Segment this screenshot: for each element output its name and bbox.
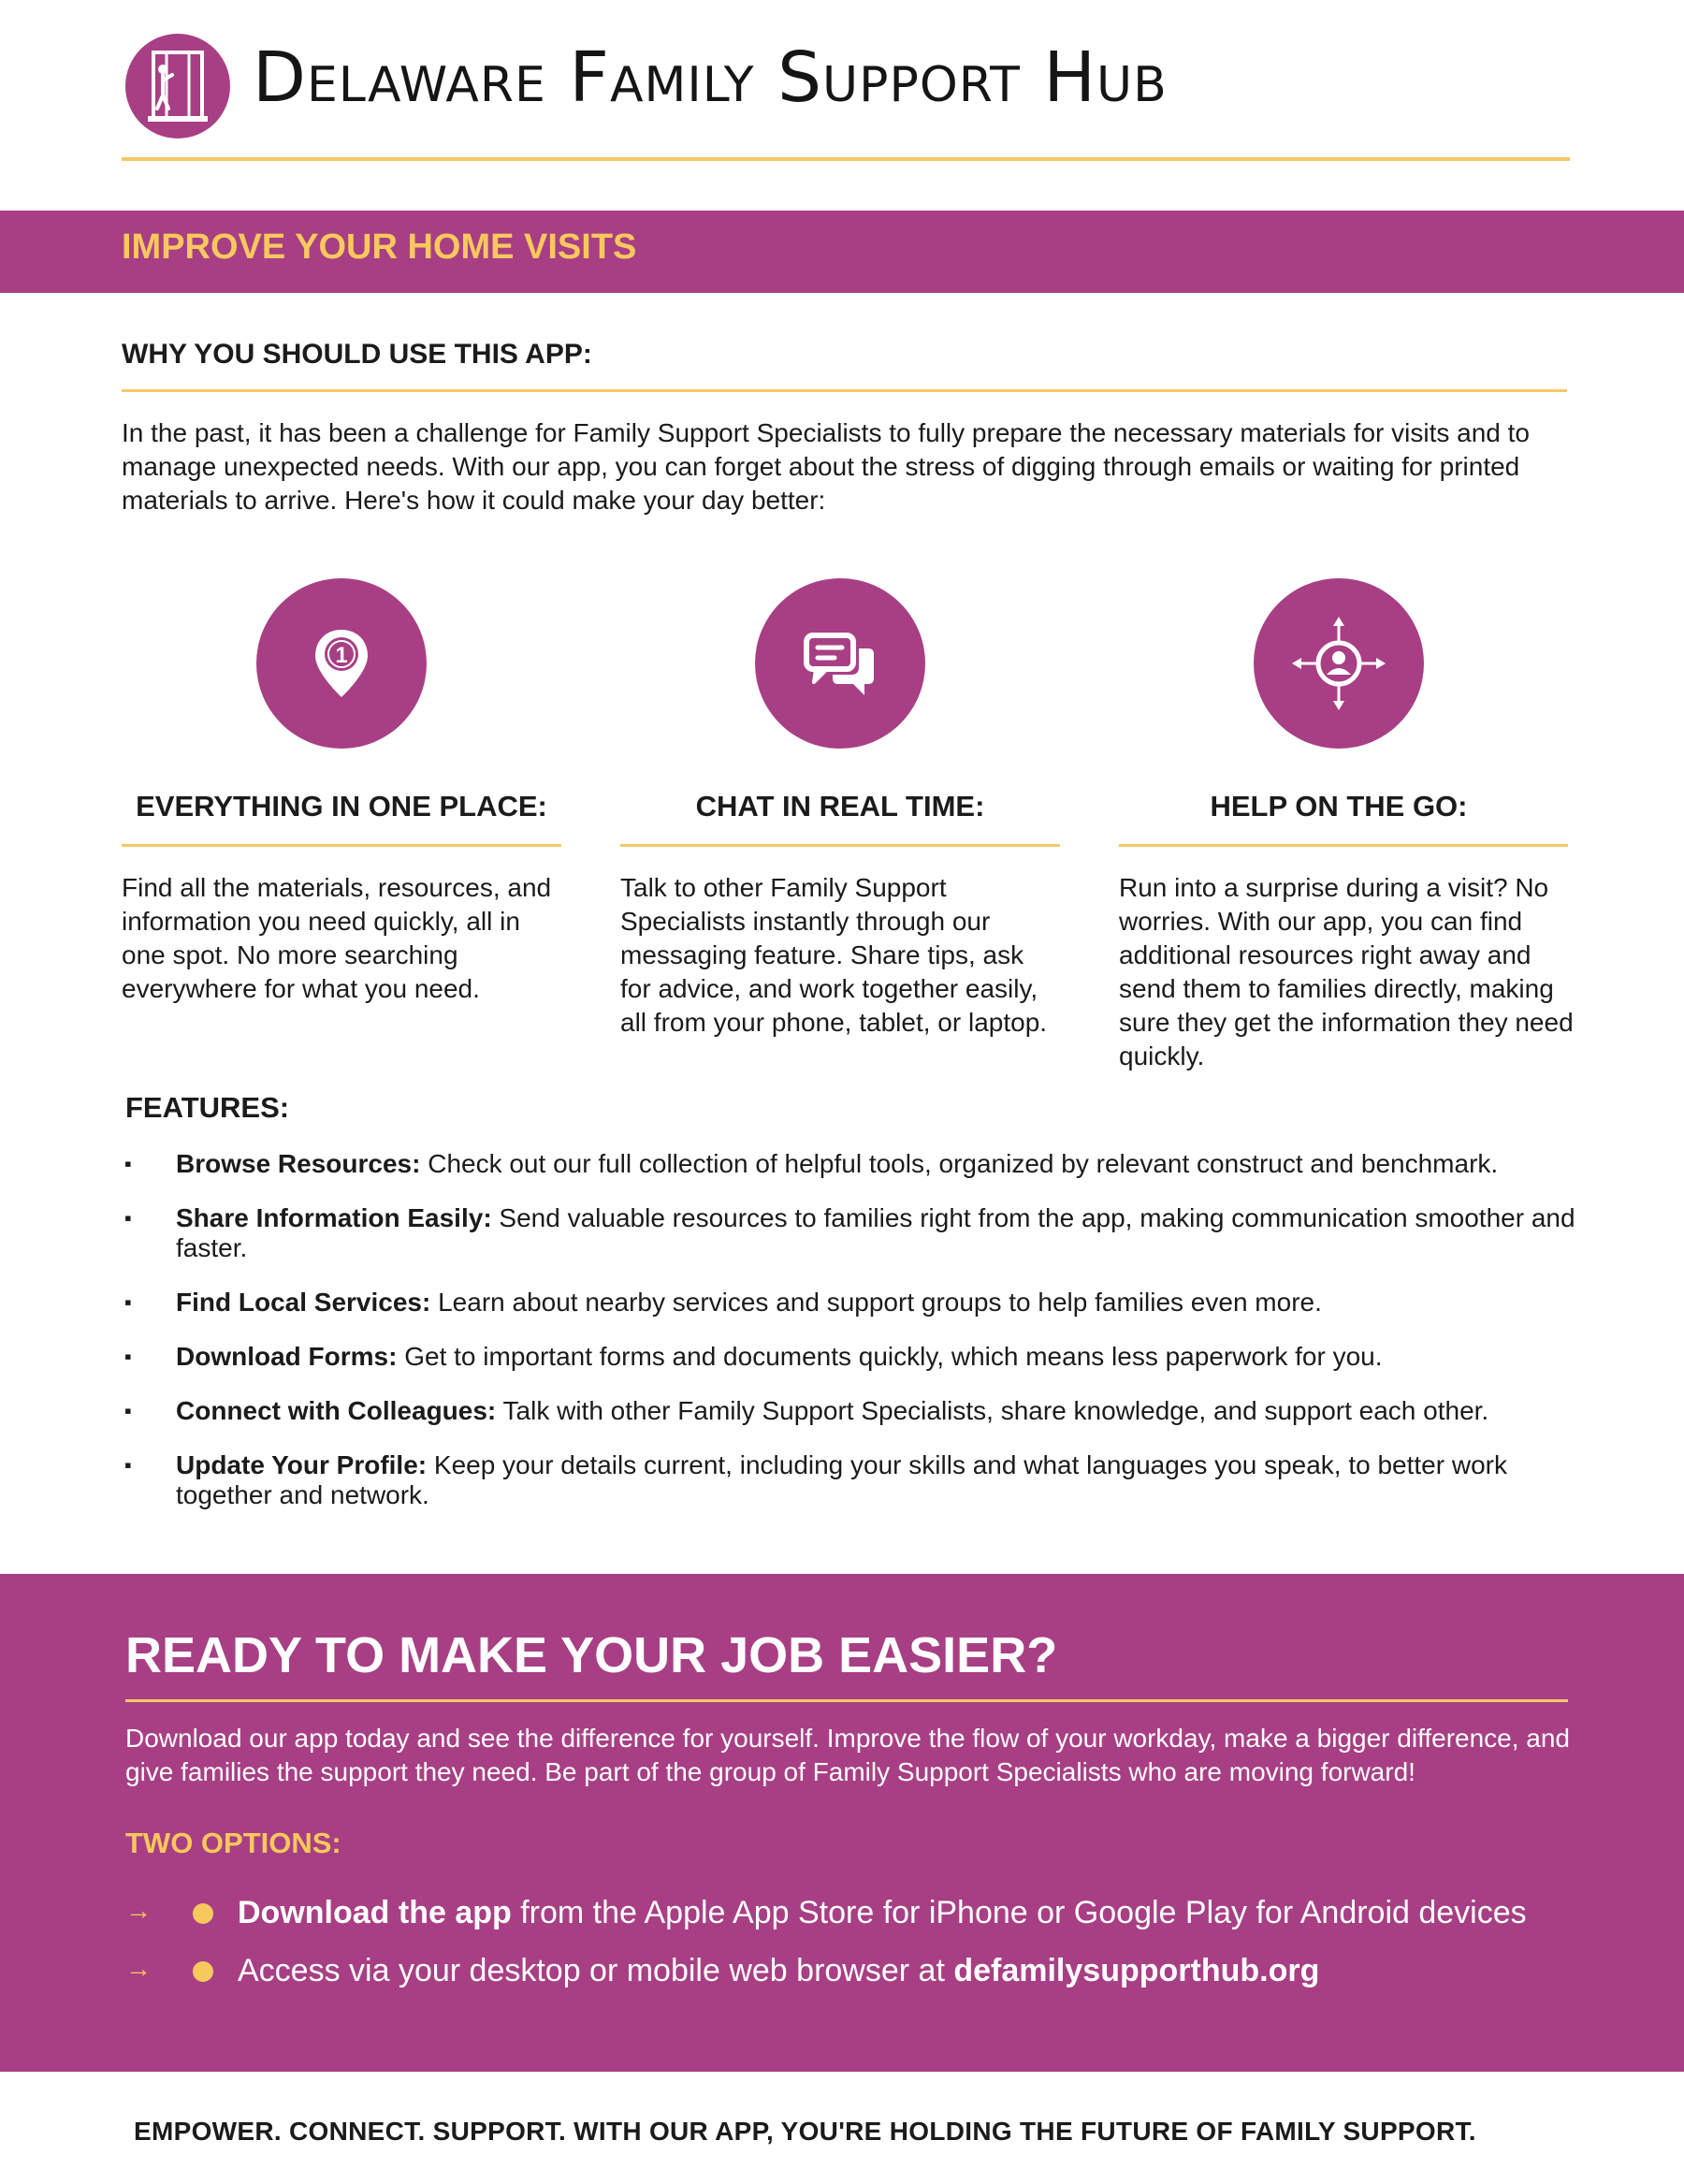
section-banner [0, 211, 1684, 293]
feature-item [122, 1450, 1581, 1510]
benefit-text: Run into a surprise during a visit? No worries. With our app, you can find additional resources right away and send them to families directly, making sure they get the information they need quickly. [1119, 873, 1574, 1070]
cta-divider [125, 1699, 1568, 1702]
website-link[interactable]: defamilysupporthub.org [953, 1953, 1320, 1988]
benefit-column-chat [620, 578, 1060, 1040]
benefit-title: HELP ON THE GO: [1210, 790, 1468, 823]
feature-item [122, 1342, 1581, 1372]
feature-text: Send valuable resources to families right from the app, making communication smoother and faster. [176, 1203, 1575, 1262]
feature-label: Update Your Profile: [176, 1450, 428, 1479]
bullet-dot-icon [193, 1903, 213, 1924]
feature-text: Learn about nearby services and support groups to help families even more. [430, 1288, 1322, 1317]
benefit-icon-circle [256, 578, 427, 749]
header [122, 28, 1570, 165]
feature-item [122, 1396, 1581, 1426]
bullet-icon: ▪ [124, 1345, 132, 1368]
feature-label: Find Local Services: [176, 1288, 431, 1317]
benefit-text: Talk to other Family Support Specialists instantly through our messaging feature. Share tips, ask for advice, and work together easily, all from your phone, tablet, or laptop. [620, 873, 1048, 1037]
option-bold: Download the app [238, 1895, 512, 1930]
bullet-icon: ▪ [124, 1290, 132, 1314]
benefit-title: EVERYTHING IN ONE PLACE: [136, 790, 547, 823]
cta-title: READY TO MAKE YOUR JOB EASIER? [125, 1627, 1058, 1683]
benefit-icon-circle [755, 578, 925, 749]
footer-tagline: EMPOWER. CONNECT. SUPPORT. WITH OUR APP, YOU'RE HOLDING THE FUTURE OF FAMILY SUPPORT. [134, 2117, 1476, 2146]
bullet-icon: ▪ [124, 1399, 132, 1422]
options-heading: TWO OPTIONS: [125, 1827, 341, 1859]
feature-item [122, 1288, 1581, 1318]
bullet-icon: ▪ [124, 1152, 132, 1175]
benefit-divider [122, 844, 561, 847]
feature-item [122, 1149, 1581, 1179]
bullet-icon: ▪ [124, 1206, 132, 1230]
section-title: IMPROVE YOUR HOME VISITS [122, 227, 637, 267]
option-rest: from the Apple App Store for iPhone or Google Play for Android devices [511, 1895, 1527, 1930]
feature-label: Connect with Colleagues: [176, 1396, 497, 1425]
benefit-title: CHAT IN REAL TIME: [695, 790, 985, 823]
option-rest: Access via your desktop or mobile web browser at [238, 1953, 954, 1988]
logo-icon [125, 34, 230, 138]
feature-label: Share Information Easily: [176, 1203, 492, 1232]
benefit-column-on-the-go [1119, 578, 1574, 1073]
chat-bubbles-icon [793, 617, 887, 710]
intro-paragraph: In the past, it has been a challenge for Family Support Specialists to fully prepare the necessary materials for visits and to manage unexpected needs. With our app, you can forget about the stress of digging through emails or waiting for printed materials to arrive. Here's how it could make your day better: [122, 418, 1530, 515]
svg-text:1: 1 [335, 643, 348, 668]
why-heading: WHY YOU SHOULD USE THIS APP: [122, 339, 592, 370]
feature-text: Talk with other Family Support Specialists, share knowledge, and support each other. [496, 1396, 1489, 1425]
why-divider [122, 389, 1567, 392]
benefit-icon-circle [1254, 578, 1424, 749]
person-arrows-icon [1292, 617, 1386, 710]
features-list [122, 1143, 1581, 1510]
location-pin-one-icon [295, 617, 388, 710]
features-heading: FEATURES: [125, 1091, 290, 1124]
feature-label: Browse Resources: [176, 1149, 421, 1178]
cta-section [0, 1574, 1684, 2072]
option-text [238, 1950, 1319, 1991]
benefit-divider [620, 844, 1060, 847]
feature-text: Keep your details current, including your skills and what languages you speak, to better work together and network. [176, 1450, 1507, 1509]
benefit-text: Find all the materials, resources, and information you need quickly, all in one spot. No more searching everywhere for what you need. [122, 873, 552, 1003]
feature-text: Check out our full collection of helpful tools, organized by relevant construct and benchmark. [420, 1149, 1499, 1178]
benefit-column-one-place [122, 578, 561, 1006]
benefit-divider [1119, 844, 1568, 847]
header-divider [122, 157, 1570, 161]
bullet-dot-icon [193, 1961, 213, 1982]
feature-label: Download Forms: [176, 1342, 398, 1371]
cta-text: Download our app today and see the difference for yourself. Improve the flow of your workday, make a bigger difference, and give families the support they need. Be part of the group of Family Support Specialists who are moving forward! [125, 1724, 1571, 1786]
arrow-right-icon: → [125, 1896, 152, 1925]
bullet-icon: ▪ [124, 1453, 132, 1477]
arrow-right-icon: → [125, 1954, 152, 1983]
feature-item [122, 1203, 1581, 1263]
brand-title: Delaware Family Support Hub [253, 37, 1168, 118]
feature-text: Get to important forms and documents quickly, which means less paperwork for you. [397, 1342, 1383, 1371]
option-text [238, 1892, 1527, 1933]
